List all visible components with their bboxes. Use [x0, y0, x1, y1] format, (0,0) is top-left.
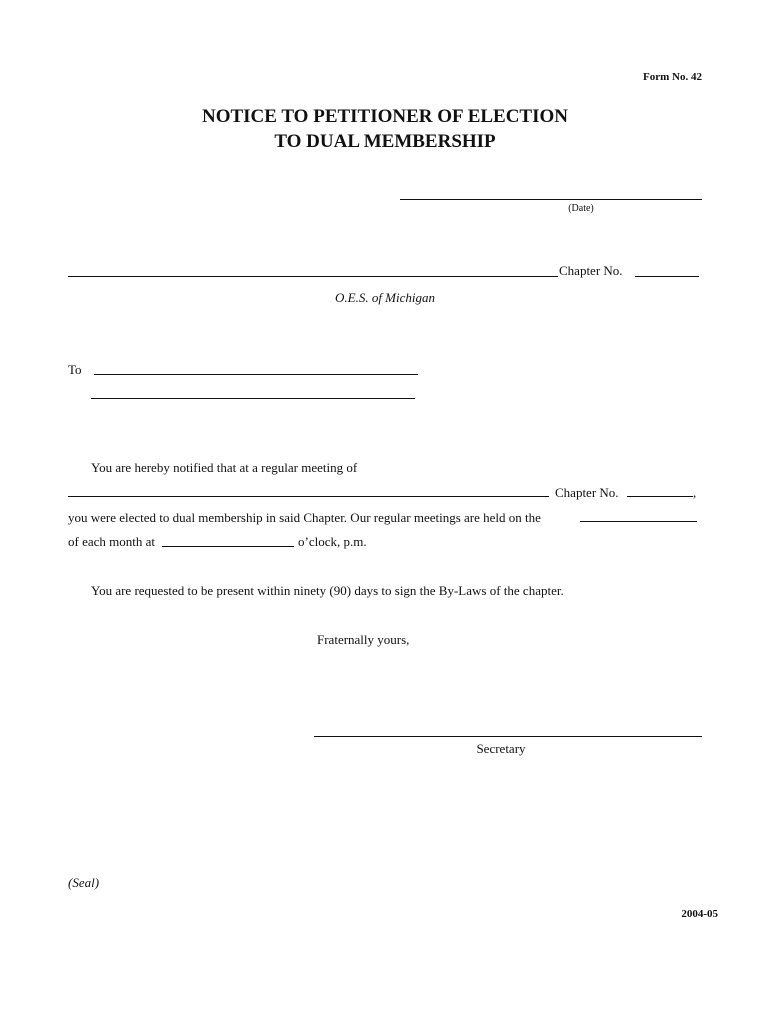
chapter-number-label: Chapter No.	[559, 263, 623, 278]
chapter-number-field[interactable]	[635, 276, 699, 277]
chapter-number-comma: ,	[693, 485, 697, 500]
meeting-day-field[interactable]	[580, 521, 697, 522]
meeting-time-field[interactable]	[162, 546, 294, 547]
meeting-chapter-field[interactable]	[68, 496, 549, 497]
intro-text: You are hereby notified that at a regular meeting of	[91, 460, 358, 475]
closing-text: Fraternally yours,	[317, 632, 410, 647]
date-field[interactable]	[400, 199, 702, 200]
addressee-line-1[interactable]	[94, 374, 418, 375]
request-text: You are requested to be present within ninety (90) days to sign the By-Laws of the chapter.	[91, 583, 564, 598]
document-title-line-2: TO DUAL MEMBERSHIP	[274, 131, 496, 152]
document-title-line-1: NOTICE TO PETITIONER OF ELECTION	[201, 106, 569, 127]
org-name: O.E.S. of Michigan	[334, 290, 435, 305]
date-caption: (Date)	[568, 203, 594, 214]
addressee-line-2[interactable]	[91, 398, 415, 399]
form-number: Form No. 42	[643, 71, 702, 83]
chapter-name-field[interactable]	[68, 276, 558, 277]
secretary-caption: Secretary	[476, 741, 526, 756]
to-label: To	[68, 362, 82, 377]
secretary-signature-field[interactable]	[314, 736, 702, 737]
revision-code: 2004-05	[681, 908, 718, 920]
elected-text: you were elected to dual membership in said Chapter. Our regular meetings are held on the	[68, 510, 541, 525]
month-text: of each month at	[68, 534, 155, 549]
meeting-chapter-number-label: Chapter No.	[555, 485, 619, 500]
meeting-chapter-number-field[interactable]	[627, 496, 693, 497]
oclock-text: o’clock, p.m.	[298, 534, 367, 549]
seal-label: (Seal)	[68, 875, 100, 890]
